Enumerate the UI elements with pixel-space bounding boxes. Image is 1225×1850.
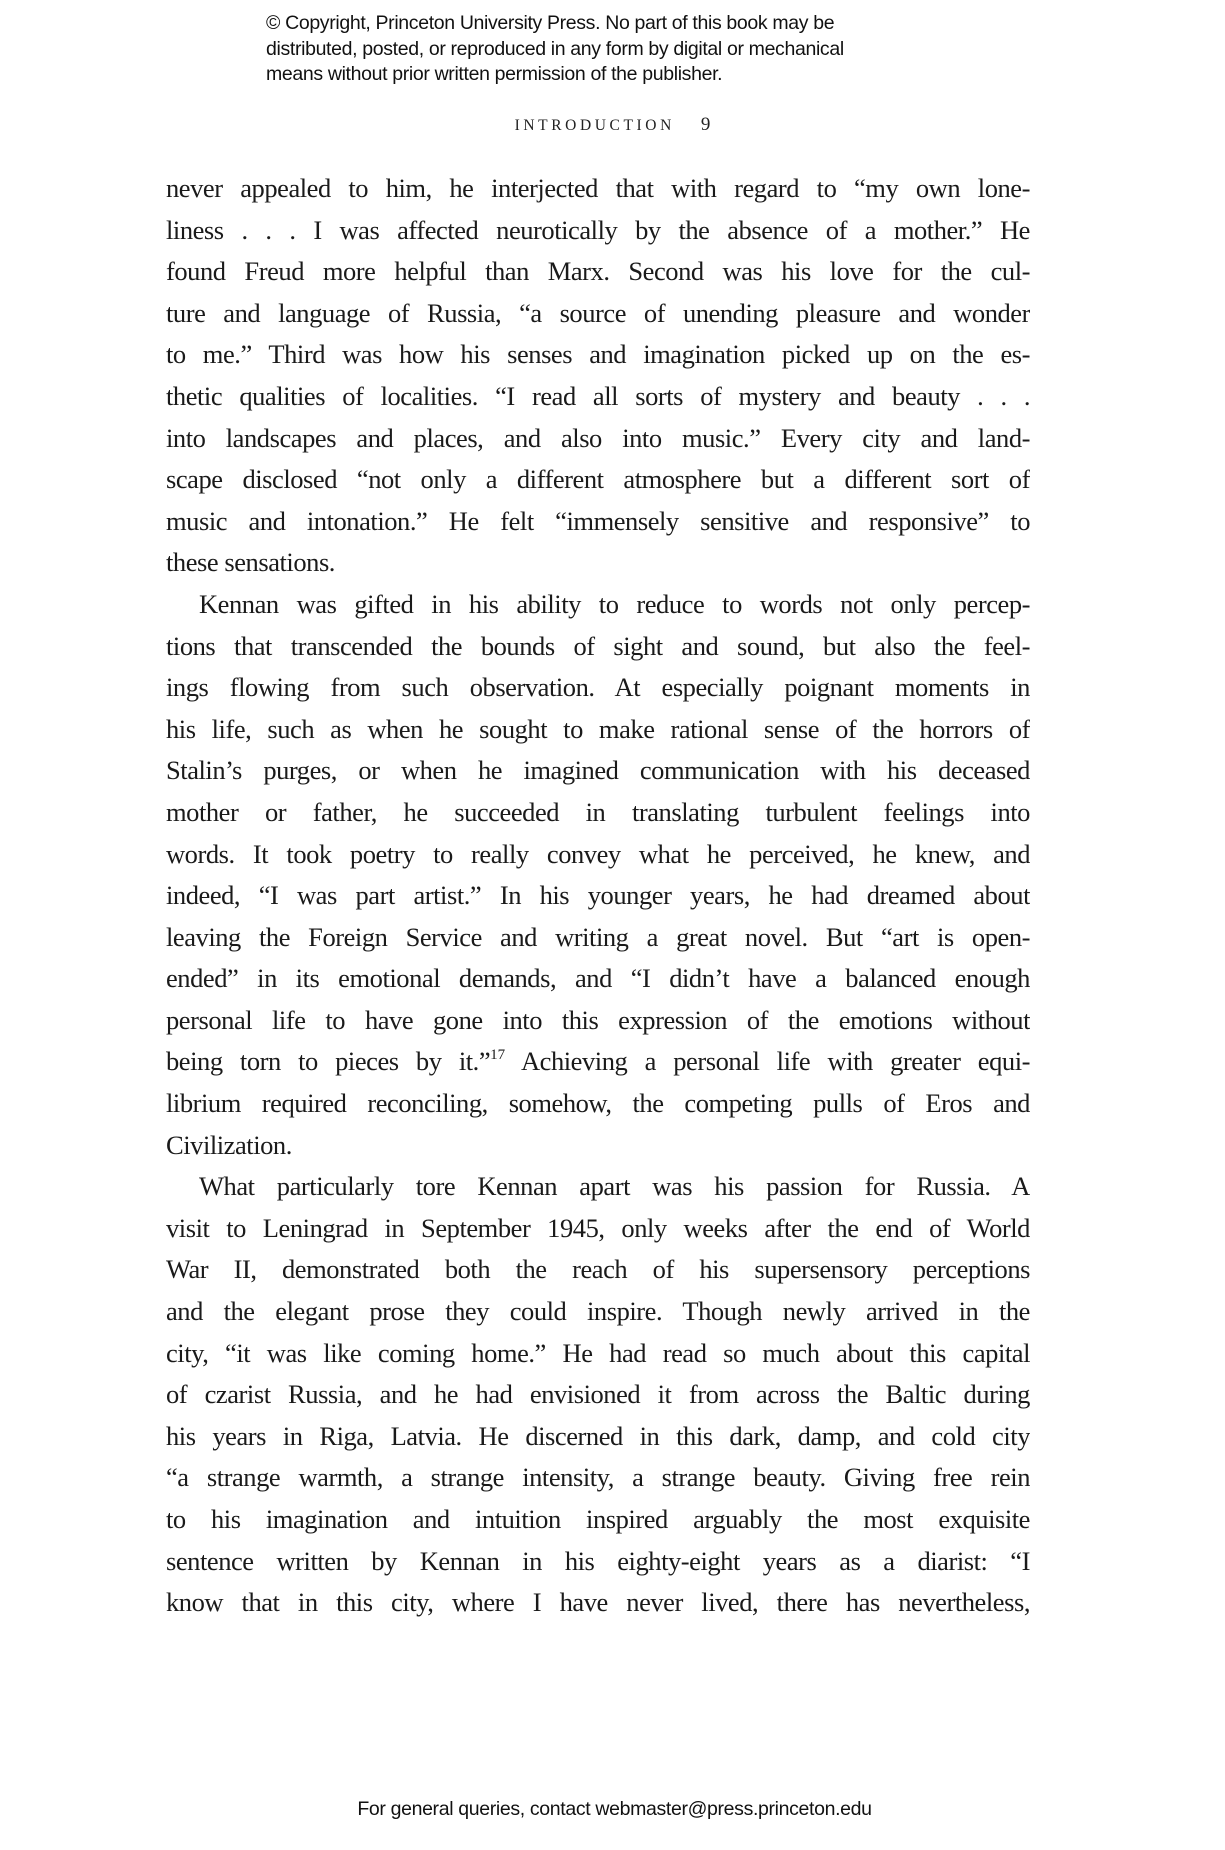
text-line: music and intonation.” He felt “immensely sensitive and responsive” to [166, 505, 1030, 536]
text-line: mother or father, he succeeded in translating turbulent feelings into [166, 796, 1030, 827]
text-line: scape disclosed “not only a different atmosphere but a different sort of [166, 464, 1030, 495]
text-line: never appealed to him, he interjected that with regard to “my own lone- [166, 173, 1030, 203]
text-line: sentence written by Kennan in his eighty-eight years as a diarist: “I [166, 1545, 1030, 1576]
chapter-title: INTRODUCTION [514, 117, 675, 134]
text-line-with-footnote [166, 1041, 1030, 1083]
footer-contact: For general queries, contact webmaster@press.princeton.edu [357, 1798, 872, 1820]
text-line: of czarist Russia, and he had envisioned it from across the Baltic during [166, 1379, 1030, 1410]
paragraph-1 [166, 168, 1030, 584]
text-line: leaving the Foreign Service and writing a great novel. But “art is open- [166, 921, 1030, 952]
text-line: “a strange warmth, a strange intensity, a strange beauty. Giving free rein [166, 1462, 1030, 1493]
text-line: city, “it was like coming home.” He had read so much about this capital [166, 1337, 1030, 1368]
text-line: ture and language of Russia, “a source of unending pleasure and wonder [166, 297, 1030, 328]
text-line: these sensations. [166, 547, 335, 578]
footnote-ref-17[interactable]: 17 [490, 1047, 506, 1064]
text-segment: Achieving a personal life with greater equi- [505, 1046, 1030, 1077]
body-text [166, 168, 1030, 1624]
text-line: his life, such as when he sought to make rational sense of the horrors of [166, 713, 1030, 744]
text-line: ings flowing from such observation. At especially poignant moments in [166, 672, 1030, 703]
page-number: 9 [700, 114, 711, 135]
text-line: What particularly tore Kennan apart was his passion for Russia. A [199, 1171, 1030, 1202]
copyright-line: © Copyright, Princeton University Press. No part of this book may be [266, 12, 835, 34]
paragraph-2 [166, 584, 1030, 1166]
running-head [0, 114, 1225, 137]
text-line: into landscapes and places, and also into music.” Every city and land- [166, 422, 1030, 453]
text-line: Kennan was gifted in his ability to reduce to words not only percep- [199, 588, 1030, 619]
text-line: liness . . . I was affected neurotically by the absence of a mother.” He [166, 214, 1030, 245]
paragraph-3 [166, 1166, 1030, 1624]
text-line: to me.” Third was how his senses and imagination picked up on the es- [166, 339, 1030, 370]
text-line: and the elegant prose they could inspire. Though newly arrived in the [166, 1296, 1030, 1327]
copyright-notice [266, 11, 986, 88]
text-line: words. It took poetry to really convey what he perceived, he knew, and [166, 838, 1030, 869]
text-line: to his imagination and intuition inspired arguably the most exquisite [166, 1504, 1030, 1534]
text-line: personal life to have gone into this expression of the emotions without [166, 1004, 1030, 1035]
text-line: tions that transcended the bounds of sight and sound, but also the feel- [166, 630, 1030, 661]
copyright-line: distributed, posted, or reproduced in any form by digital or mechanical [266, 37, 844, 60]
copyright-line: means without prior written permission of the publisher. [266, 63, 723, 85]
text-segment: being torn to pieces by it.” [166, 1046, 491, 1077]
text-line: thetic qualities of localities. “I read all sorts of mystery and beauty . . . [166, 380, 1030, 411]
text-line: visit to Leningrad in September 1945, only weeks after the end of World [166, 1212, 1030, 1243]
text-line: his years in Riga, Latvia. He discerned in this dark, damp, and cold city [166, 1420, 1030, 1451]
text-line: know that in this city, where I have never lived, there has nevertheless, [166, 1587, 1030, 1618]
text-line: found Freud more helpful than Marx. Second was his love for the cul- [166, 256, 1030, 287]
text-line: ended” in its emotional demands, and “I didn’t have a balanced enough [166, 963, 1030, 994]
text-line: indeed, “I was part artist.” In his younger years, he had dreamed about [166, 880, 1030, 911]
text-line: Civilization. [166, 1129, 292, 1160]
text-line: librium required reconciling, somehow, the competing pulls of Eros and [166, 1088, 1030, 1119]
text-line: War II, demonstrated both the reach of his supersensory perceptions [166, 1254, 1030, 1285]
text-line: Stalin’s purges, or when he imagined communication with his deceased [166, 755, 1030, 786]
